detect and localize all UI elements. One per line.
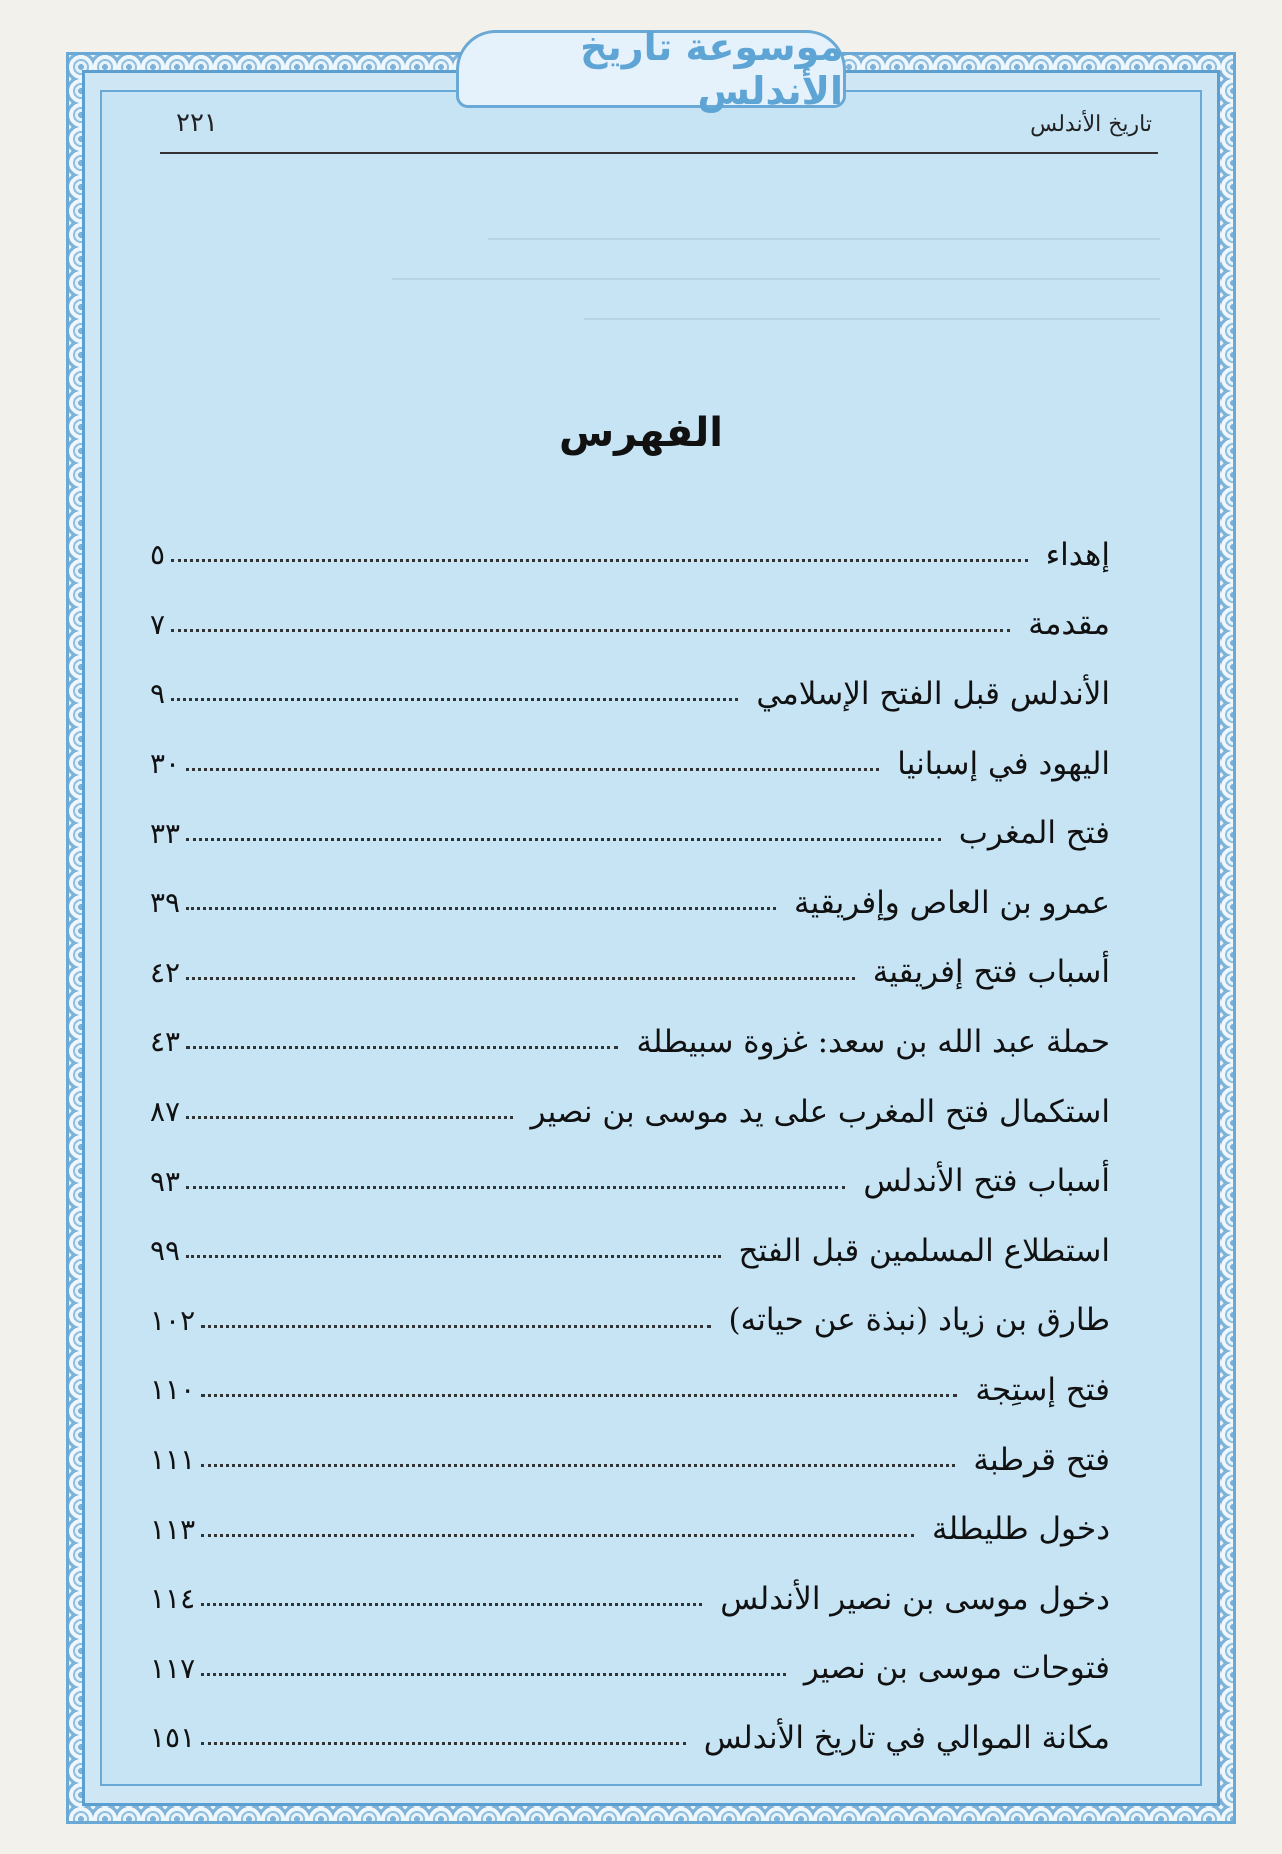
header-rule [160,152,1158,154]
toc-entry-page: ٧ [150,607,166,641]
dot-leader [171,629,1010,632]
toc-entry-page: ١١٣ [150,1512,196,1546]
toc-entry [150,1494,1110,1564]
toc-entry-title: عمرو بن العاص وإفريقية [793,884,1110,921]
dot-leader [201,1325,710,1328]
toc-entry-page: ٤٣ [150,1025,181,1059]
toc-entry [150,659,1110,729]
toc-entry-page: ١١١ [150,1443,196,1477]
toc-entry-page: ٤٢ [150,955,181,989]
table-of-contents [150,520,1110,1773]
dot-leader [201,1603,702,1606]
toc-entry-page: ٣٣ [150,816,181,850]
toc-entry-title: استطلاع المسلمين قبل الفتح [738,1232,1110,1269]
toc-entry-title: أسباب فتح إفريقية [872,954,1110,991]
dot-leader [186,1046,618,1049]
series-banner [456,25,846,113]
toc-entry [150,868,1110,938]
toc-entry-page: ٣٩ [150,886,181,920]
toc-entry-title: مكانة الموالي في تاريخ الأندلس [703,1719,1110,1756]
toc-entry-title: فتح قرطبة [973,1441,1110,1478]
toc-entry-page: ٩٩ [150,1234,181,1268]
toc-entry-page: ١٥١ [150,1721,196,1755]
dot-leader [201,1742,686,1745]
dot-leader [186,1186,845,1189]
page-number: ٢٢١ [176,108,218,138]
toc-entry [150,1634,1110,1704]
toc-entry [150,1425,1110,1495]
toc-entry-title: طارق بن زياد (نبذة عن حياته) [728,1302,1110,1339]
toc-entry-title: استكمال فتح المغرب على يد موسى بن نصير [530,1093,1110,1130]
dot-leader [186,768,879,771]
dot-leader [201,1673,786,1676]
toc-entry [150,1216,1110,1286]
toc-entry-page: ١١٠ [150,1373,196,1407]
toc-entry-title: اليهود في إسبانيا [897,745,1110,782]
toc-entry [150,1355,1110,1425]
toc-entry [150,1286,1110,1356]
bleed-through-text [200,200,1160,380]
toc-entry-page: ٩٣ [150,1164,181,1198]
toc-entry-title: حملة عبد الله بن سعد: غزوة سبيطلة [636,1023,1110,1060]
toc-entry-title: فتح إستِجة [975,1371,1110,1408]
dot-leader [186,1255,720,1258]
toc-entry-title: فتح المغرب [958,815,1110,852]
dot-leader [201,1534,914,1537]
toc-entry-page: ١٠٢ [150,1303,196,1337]
toc-entry-title: إهداء [1045,536,1110,573]
dot-leader [171,559,1028,562]
dot-leader [201,1394,957,1397]
toc-entry-page: ٥ [150,538,166,572]
toc-entry [150,1077,1110,1147]
toc-entry [150,938,1110,1008]
toc-entry-title: فتوحات موسى بن نصير [803,1650,1110,1687]
toc-entry [150,590,1110,660]
toc-entry-page: ٨٧ [150,1095,181,1129]
dot-leader [186,977,855,980]
dot-leader [201,1464,955,1467]
series-title: موسوعة تاريخ الأندلس [580,25,843,113]
toc-entry-title: دخول موسى بن نصير الأندلس [720,1580,1110,1617]
running-header-title: تاريخ الأندلس [1030,112,1152,137]
toc-entry-page: ٩ [150,677,166,711]
toc-entry-page: ١١٧ [150,1651,196,1685]
dot-leader [186,1116,512,1119]
dot-leader [171,698,738,701]
toc-entry-title: أسباب فتح الأندلس [863,1163,1110,1200]
toc-entry [150,1564,1110,1634]
index-heading: الفهرس [558,410,723,456]
toc-entry-page: ٣٠ [150,747,181,781]
toc-entry [150,798,1110,868]
toc-entry [150,1146,1110,1216]
toc-entry [150,520,1110,590]
dot-leader [186,838,941,841]
toc-entry-title: دخول طليطلة [932,1511,1110,1548]
toc-entry [150,1703,1110,1773]
toc-entry [150,1007,1110,1077]
toc-entry-title: مقدمة [1028,606,1110,643]
toc-entry [150,729,1110,799]
dot-leader [186,907,776,910]
toc-entry-page: ١١٤ [150,1582,196,1616]
toc-entry-title: الأندلس قبل الفتح الإسلامي [756,675,1110,712]
